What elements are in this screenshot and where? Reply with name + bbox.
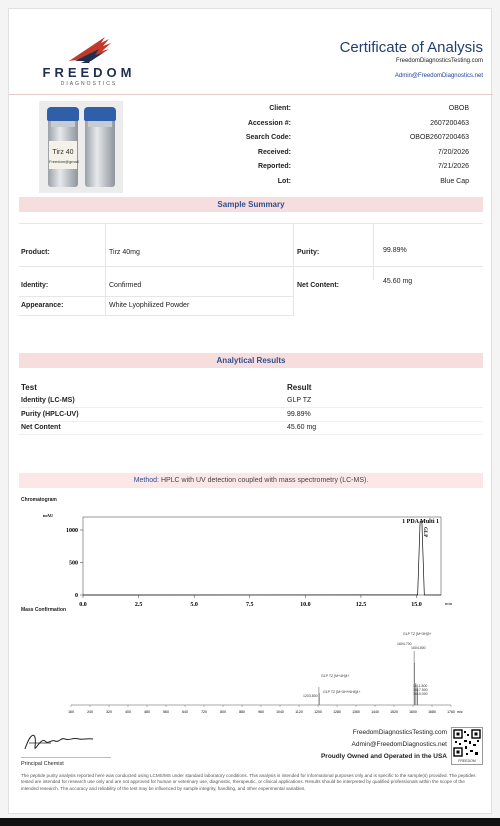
vial-right	[85, 109, 115, 187]
header-email[interactable]: Admin@FreedomDiagnostics.net	[394, 73, 483, 79]
qr-code-icon	[452, 728, 482, 758]
chromatogram-title: Chromatogram	[21, 497, 57, 503]
mass-annotation: 1611.800	[413, 684, 428, 688]
info-value: Blue Cap	[440, 178, 469, 185]
sample-summary-table	[19, 223, 483, 315]
method-label: Method:	[133, 477, 159, 484]
y-unit-label: mAU	[43, 513, 54, 518]
product-value: Tirz 40mg	[109, 249, 140, 256]
x-tick-label: 480	[144, 710, 150, 714]
x-tick-label: 1760	[447, 710, 455, 714]
info-row	[179, 134, 479, 148]
x-tick-label: 7.5	[246, 602, 254, 608]
mass-annotation: 1604.700	[397, 642, 412, 646]
method-banner	[19, 473, 483, 488]
info-value: OBOB	[448, 105, 469, 112]
detector-label: 1 PDA Multi 1	[402, 519, 439, 525]
mass-annotation: GLP TZ [M+3H]3+	[403, 632, 432, 636]
x-tick-label: 10.0	[300, 602, 311, 608]
sample-summary-heading: Sample Summary	[19, 197, 483, 212]
x-tick-label: 400	[125, 710, 131, 714]
qr-brand: FREEDOM	[458, 759, 476, 763]
info-row	[179, 178, 479, 192]
certificate-page	[8, 8, 492, 814]
result-column-header: Result	[287, 383, 312, 392]
x-tick-label: 12.5	[355, 602, 367, 608]
vial-cap	[84, 107, 116, 121]
signature	[21, 727, 101, 757]
result-value: 45.60 mg	[287, 424, 317, 431]
disclaimer: The peptide purity analysis reported here was conducted using LCMS/MS under standard laboratory conditions. This analysis is intended for informational purposes only and is specific to the sample(s) provided. The peptides tested are intended for research use only and are not approved for human or veterinary use, diagnostic, therapeutic, or clinical applications. Results should be interpreted by qualified professionals within the scope of the intended research. The accuracy and reliability of the test may be influenced by sample integrity, handling, and other experimental variables.	[21, 773, 476, 791]
footer-email[interactable]: Admin@FreedomDiagnostics.net	[351, 741, 447, 748]
info-value: 2607200463	[430, 119, 469, 127]
identity-label: Identity:	[21, 282, 49, 289]
peak-label: GLP	[421, 527, 427, 538]
x-tick-label: 800	[220, 710, 226, 714]
chromatogram-chart	[21, 509, 481, 613]
identity-value: Confirmed	[109, 282, 142, 289]
x-tick-label: 1360	[352, 710, 360, 714]
header-website[interactable]: FreedomDiagnosticsTesting.com	[395, 58, 483, 64]
header	[9, 9, 493, 95]
x-tick-label: 160	[68, 710, 74, 714]
info-key: Reported:	[257, 163, 291, 171]
info-key: Client:	[269, 105, 291, 112]
result-row	[19, 409, 483, 422]
net-content-label: Net Content:	[297, 282, 339, 289]
info-value: 7/21/2026	[437, 163, 469, 171]
bottom-strip	[0, 818, 500, 826]
net-content-value: 45.60 mg	[383, 278, 413, 285]
chromatogram-trace	[83, 522, 441, 595]
product-label: Product:	[21, 249, 50, 256]
eagle-wing-icon	[39, 31, 139, 65]
result-test: Net Content	[21, 424, 61, 431]
x-unit-label: m/z	[457, 710, 463, 714]
mass-annotation: 1203.800	[303, 694, 318, 698]
vial-label: Tirz 40 Freedom@gmail	[49, 141, 77, 169]
x-tick-label: 720	[201, 710, 207, 714]
x-tick-label: 1200	[314, 710, 322, 714]
mass-spectrum-chart	[21, 621, 481, 721]
info-key: Accession #:	[247, 119, 291, 127]
mass-annotation: 1604.800	[411, 646, 426, 650]
footer-website[interactable]: FreedomDiagnosticsTesting.com	[352, 729, 447, 736]
x-tick-label: 240	[87, 710, 93, 714]
purity-label: Purity:	[297, 249, 320, 256]
info-key: Lot:	[277, 178, 291, 185]
vial-left	[48, 109, 78, 187]
appearance-value: White Lyophilized Powder	[109, 302, 190, 309]
info-key: Received:	[257, 148, 291, 156]
x-tick-label: 1120	[295, 710, 303, 714]
x-tick-label: 0.0	[79, 602, 87, 608]
test-column-header: Test	[21, 383, 37, 392]
y-tick-label: 500	[69, 560, 78, 567]
qr-code[interactable]	[451, 727, 483, 765]
purity-value: 99.89%	[383, 247, 407, 254]
x-tick-label: 960	[258, 710, 264, 714]
signer-role: Principal Chemist	[21, 761, 64, 767]
plot-frame	[83, 517, 441, 595]
mass-annotation: 1617.500	[413, 688, 428, 692]
x-tick-label: 640	[182, 710, 188, 714]
x-tick-label: 2.5	[134, 602, 143, 608]
x-tick-label: 560	[163, 710, 169, 714]
info-row	[179, 105, 479, 119]
x-tick-label: 1680	[428, 710, 436, 714]
info-row	[179, 163, 479, 177]
info-key: Search Code:	[245, 134, 291, 142]
x-unit-label: min	[445, 601, 453, 606]
x-tick-label: 15.0	[411, 602, 422, 608]
vial-cap	[47, 107, 79, 121]
result-row	[19, 395, 483, 408]
analytical-results-heading: Analytical Results	[19, 353, 483, 368]
info-row	[179, 149, 479, 163]
result-row	[19, 422, 483, 435]
appearance-label: Appearance:	[21, 302, 64, 309]
x-tick-label: 1040	[276, 710, 284, 714]
document-title: Certificate of Analysis	[339, 39, 483, 56]
info-value: 7/20/2026	[437, 148, 469, 156]
method-text: HPLC with UV detection coupled with mass spectrometry (LC-MS).	[160, 477, 369, 484]
x-tick-label: 1600	[409, 710, 417, 714]
x-tick-label: 1440	[371, 710, 379, 714]
x-tick-label: 320	[106, 710, 112, 714]
result-test: Purity (HPLC-UV)	[21, 410, 79, 418]
mass-annotation: GLP TZ [M+3H+NH4]4+	[323, 690, 361, 694]
y-tick-label: 1000	[66, 528, 78, 534]
result-test: Identity (LC-MS)	[21, 397, 75, 404]
x-tick-label: 1280	[333, 710, 341, 714]
brand-subtitle: DIAGNOSTICS	[60, 81, 118, 87]
brand-name: FREEDOM	[42, 65, 136, 80]
freedom-logo	[39, 31, 139, 87]
sample-photo	[39, 101, 123, 193]
result-value: GLP TZ	[287, 397, 312, 404]
y-tick-label: 0	[75, 593, 78, 599]
info-value: OBOB2607200463	[409, 134, 469, 142]
x-tick-label: 880	[239, 710, 245, 714]
info-row	[179, 120, 479, 134]
mass-annotation: 1619.000	[413, 692, 428, 696]
result-value: 99.89%	[287, 410, 311, 418]
x-tick-label: 1520	[390, 710, 398, 714]
x-tick-label: 5.0	[190, 602, 198, 608]
mass-confirmation-title: Mass Confirmation	[21, 607, 67, 613]
mass-annotation: GLP TZ [M+4H]4+	[321, 674, 350, 678]
footer-tagline: Proudly Owned and Operated in the USA	[320, 753, 447, 760]
